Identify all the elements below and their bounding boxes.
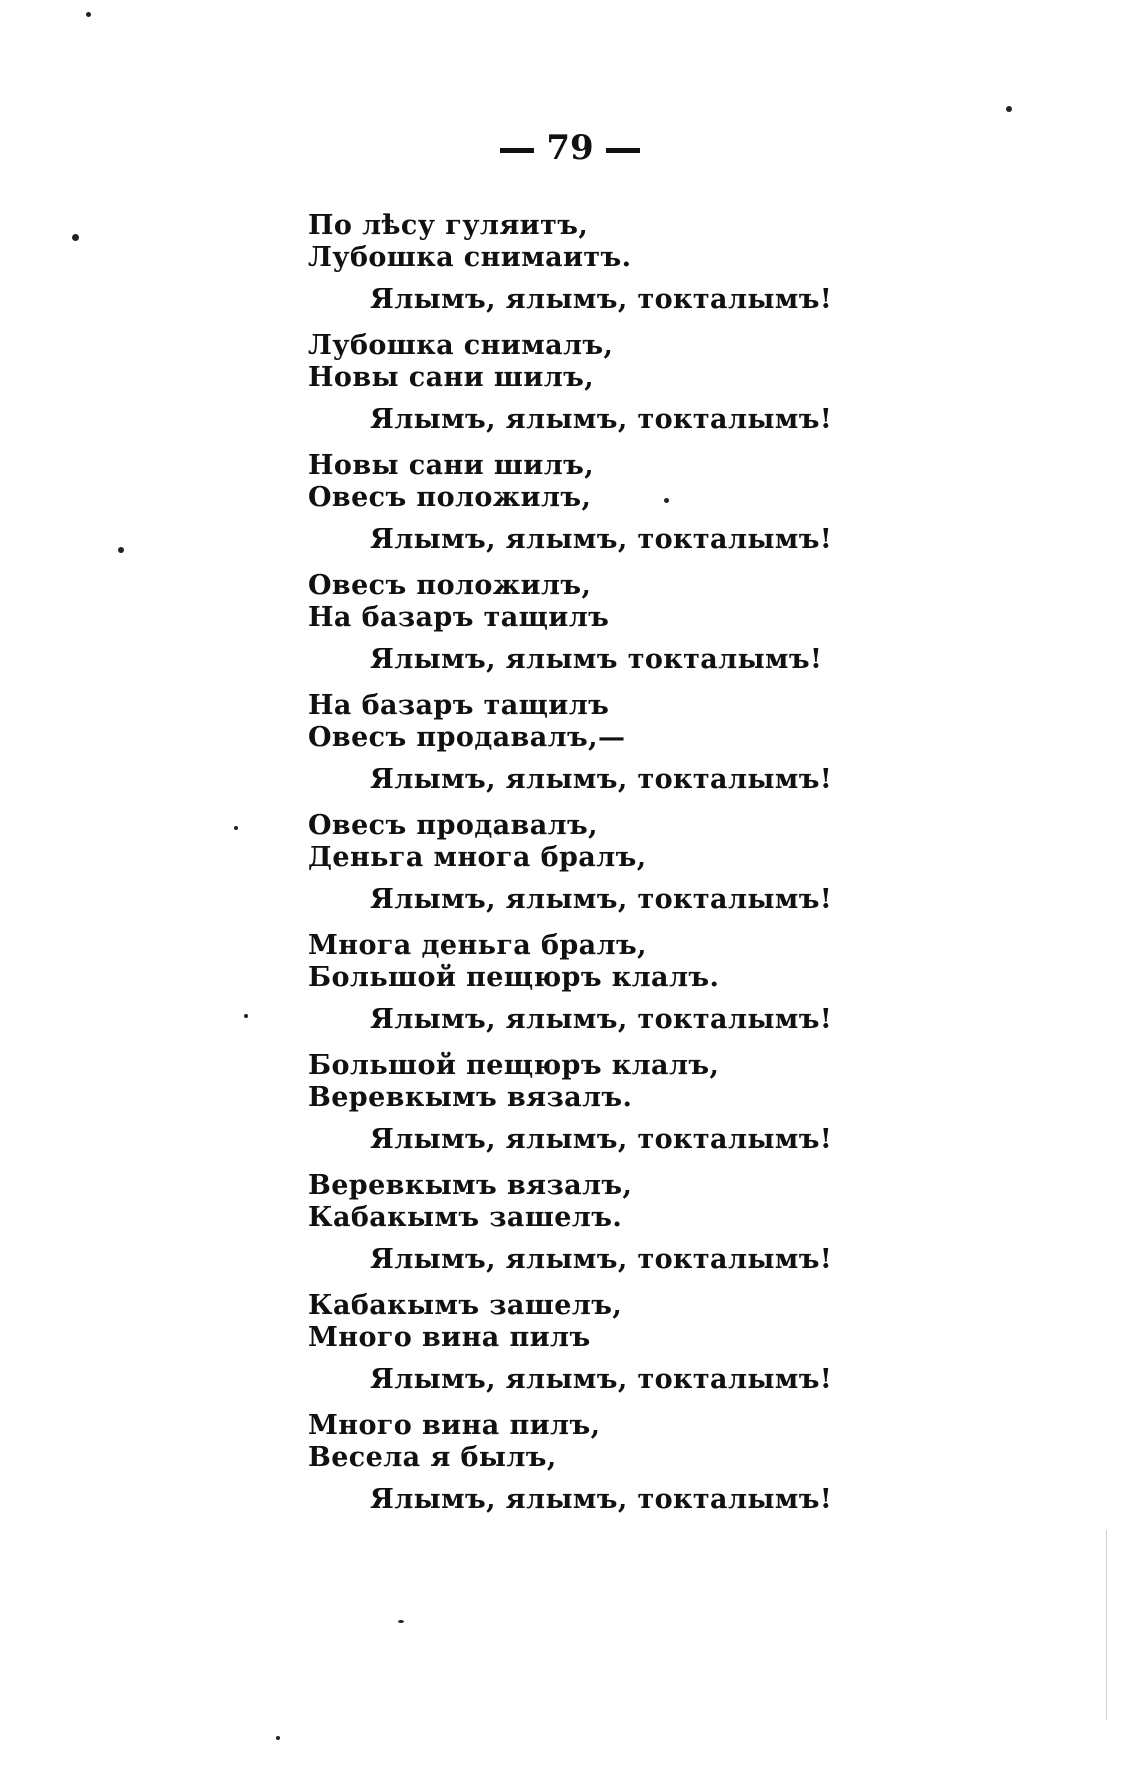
refrain-line: Ялымъ, ялымъ, токталымъ! (370, 884, 833, 915)
scan-speck (276, 1736, 280, 1740)
poem (308, 210, 868, 1530)
verse-line: На базаръ тащилъ (308, 602, 610, 633)
refrain-line: Ялымъ, ялымъ, токталымъ! (370, 764, 833, 795)
verse-line: Овесъ продавалъ, (308, 810, 598, 841)
stanza (308, 1410, 868, 1516)
verse-line: Веревкымъ вязалъ. (308, 1082, 633, 1113)
stanza (308, 450, 868, 556)
verse-line: Веревкымъ вязалъ, (308, 1170, 633, 1201)
refrain-line: Ялымъ, ялымъ, токталымъ! (370, 1124, 833, 1155)
stanza (308, 810, 868, 916)
stanza (308, 1290, 868, 1396)
verse-line: На базаръ тащилъ (308, 690, 610, 721)
stanza (308, 330, 868, 436)
right-dash-ornament (606, 148, 640, 153)
scan-edge-line (1106, 1530, 1107, 1720)
stanza (308, 1170, 868, 1276)
refrain-line: Ялымъ, ялымъ, токталымъ! (370, 404, 833, 435)
verse-line: Новы сани шилъ, (308, 450, 595, 481)
verse-line: Лубошка снималъ, (308, 330, 614, 361)
verse-line: Много вина пилъ, (308, 1410, 601, 1441)
scan-speck (1006, 106, 1012, 112)
scan-speck (664, 498, 669, 503)
refrain-line: Ялымъ, ялымъ, токталымъ! (370, 524, 833, 555)
scan-speck (72, 234, 79, 241)
scan-speck (244, 1014, 248, 1018)
verse-line: Новы сани шилъ, (308, 362, 595, 393)
scan-speck (118, 547, 124, 553)
scan-speck (234, 826, 238, 830)
verse-line: По лѣсу гуляитъ, (308, 210, 589, 241)
verse-line: Большой пещюръ клалъ. (308, 962, 720, 993)
scan-speck (398, 1620, 404, 1623)
left-dash-ornament (500, 148, 534, 153)
refrain-line: Ялымъ, ялымъ, токталымъ! (370, 284, 833, 315)
verse-line: Весела я былъ, (308, 1442, 557, 1473)
stanza (308, 210, 868, 316)
verse-line: Много вина пилъ (308, 1322, 591, 1353)
refrain-line: Ялымъ, ялымъ, токталымъ! (370, 1244, 833, 1275)
scan-speck (86, 12, 91, 17)
verse-line: Овесъ положилъ, (308, 482, 592, 513)
verse-line: Овесъ продавалъ,— (308, 722, 626, 753)
verse-line: Деньга многа бралъ, (308, 842, 647, 873)
refrain-line: Ялымъ, ялымъ, токталымъ! (370, 1004, 833, 1035)
verse-line: Кабакымъ зашелъ. (308, 1202, 623, 1233)
verse-line: Кабакымъ зашелъ, (308, 1290, 623, 1321)
refrain-line: Ялымъ, ялымъ, токталымъ! (370, 1364, 833, 1395)
verse-line: Лубошка снимаитъ. (308, 242, 632, 273)
verse-line: Овесъ положилъ, (308, 570, 592, 601)
stanza (308, 690, 868, 796)
page-header (0, 128, 1140, 168)
page-number: 79 (546, 128, 594, 168)
stanza (308, 570, 868, 676)
verse-line: Большой пещюръ клалъ, (308, 1050, 720, 1081)
stanza (308, 930, 868, 1036)
stanza (308, 1050, 868, 1156)
verse-line: Многа деньга бралъ, (308, 930, 647, 961)
refrain-line: Ялымъ, ялымъ, токталымъ! (370, 1484, 833, 1515)
refrain-line: Ялымъ, ялымъ токталымъ! (370, 644, 823, 675)
